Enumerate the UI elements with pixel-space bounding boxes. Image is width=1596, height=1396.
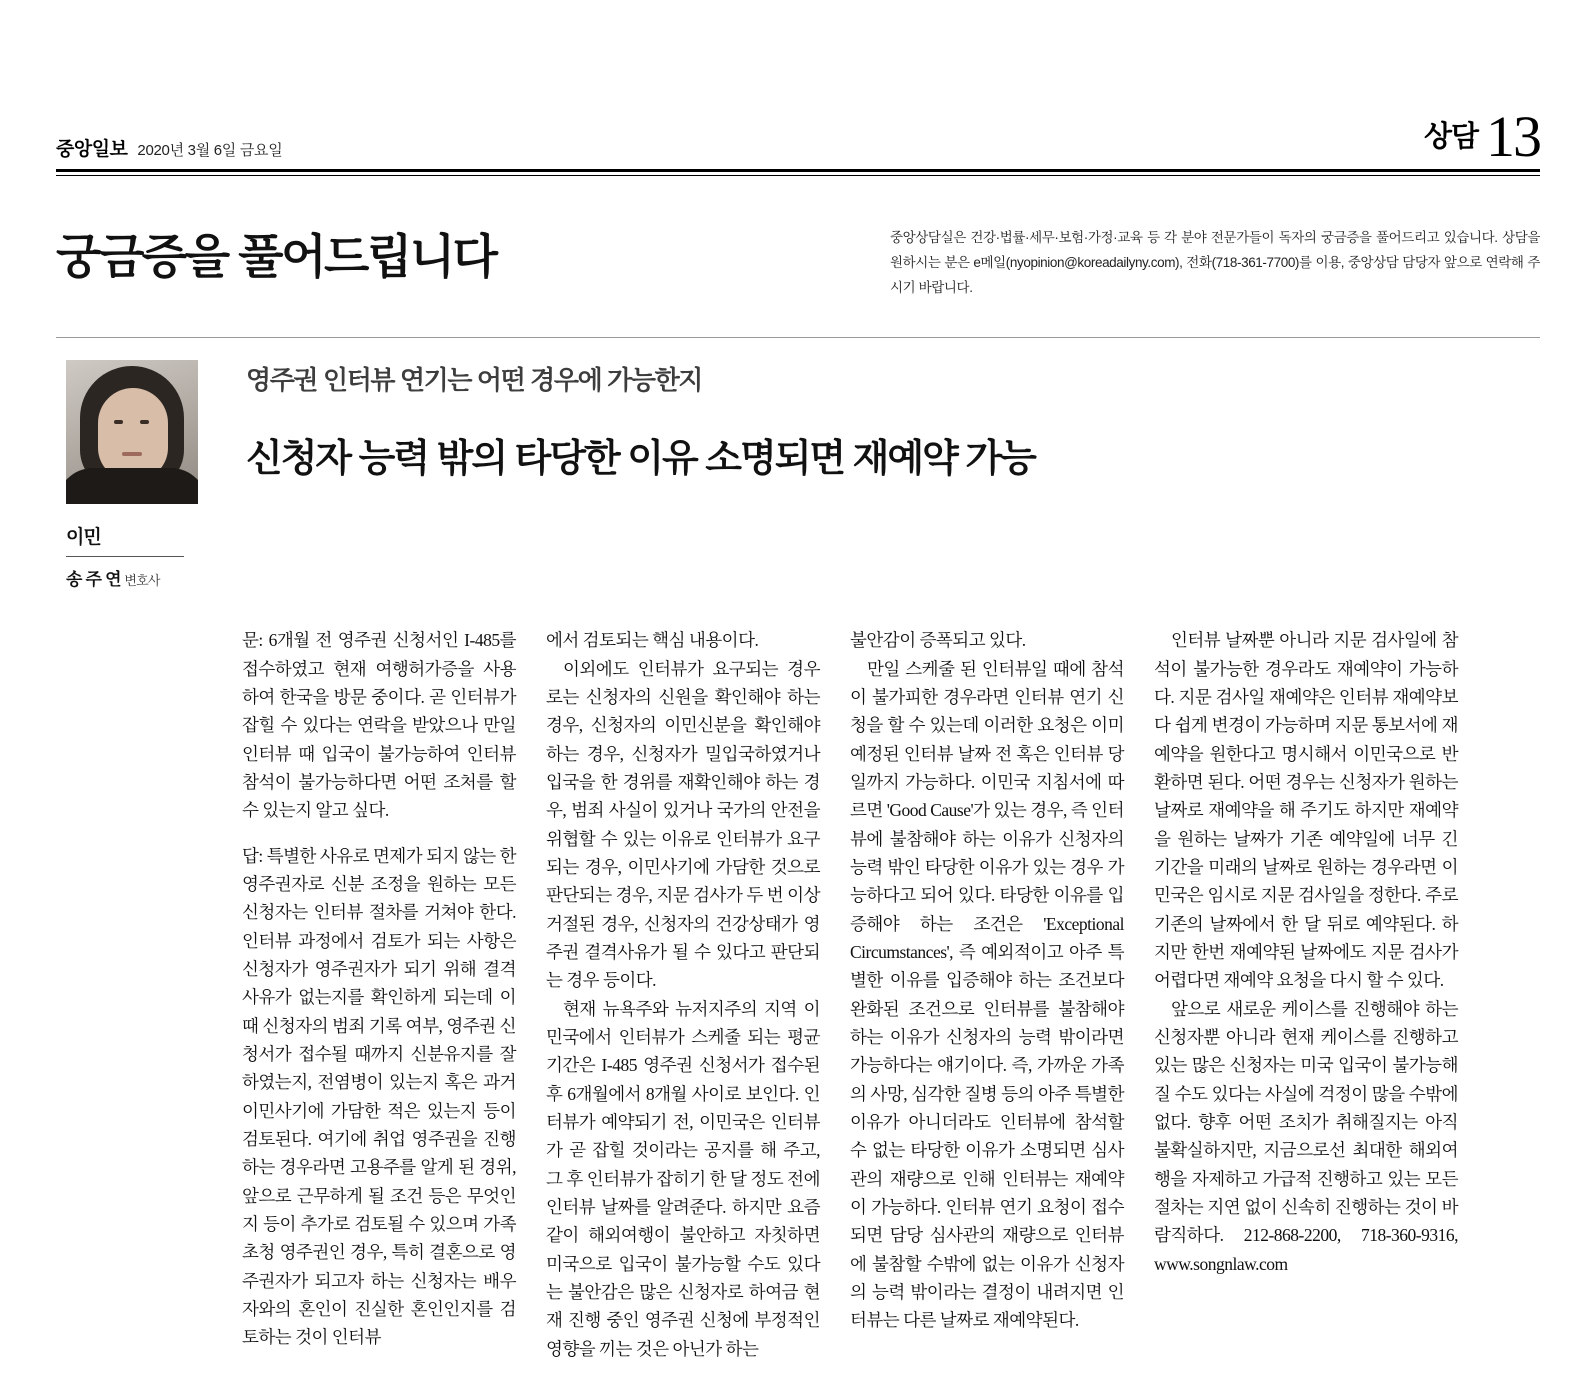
masthead-right <box>1423 104 1540 169</box>
paragraph: 이외에도 인터뷰가 요구되는 경우로는 신청자의 신원을 확인해야 하는 경우, 신청자의 이민신분을 확인해야 하는 경우, 신청자가 밀입국하였거나 입국을 한 경위를 재확인해야 하는 경우, 범죄 사실이 있거나 국가의 안전을 위협할 수 있는 이유로 인터뷰가 요구되는 경우, 이민사기에 가담한 것으로 판단되는 경우, 지문 검사가 두 번 이상 거절된 경우, 신청자의 건강상태가 영주권 결격사유가 될 수 있다고 판단되는 경우 등이다. <box>546 658 820 991</box>
section-blurb: 중앙상담실은 건강·법률·세무·보험·가정·교육 등 각 분야 전문가들이 독자의 궁금증을 풀어드리고 있습니다. 상담을 원하시는 분은 e메일(nyopinion@koreadailyny.com), 전화(718-361-7700)를 이용, 중앙상담 담당자 앞으로 연락해 주시기 바랍니다. <box>890 230 1540 296</box>
author-column <box>56 360 242 590</box>
portrait-mouth <box>122 452 142 456</box>
paper-name: 중앙일보 <box>56 139 128 161</box>
article-body <box>56 626 1540 1363</box>
article-column-2 <box>546 626 850 1363</box>
author-name: 송 주 연 <box>66 570 121 590</box>
masthead-left <box>56 134 282 161</box>
article-headline: 신청자 능력 밖의 타당한 이유 소명되면 재예약 가능 <box>246 438 1035 481</box>
title-divider <box>56 337 1540 338</box>
article-column-1 <box>242 626 546 1363</box>
page-number: 13 <box>1486 104 1540 169</box>
paragraph: 불안감이 증폭되고 있다. <box>850 630 1026 651</box>
portrait-shoulders <box>66 468 198 504</box>
paragraph: 문: 6개월 전 영주권 신청서인 I-485를 접수하였고 현재 여행허가증을 사용하여 한국을 방문 중이다. 곧 인터뷰가 잡힐 수 있다는 연락을 받았으나 만일 인터뷰 때 입국이 불가능하여 인터뷰 참석이 불가능하다면 어떤 조처를 할 수 있는지 알고 싶다. <box>242 630 516 821</box>
paragraph: 인터뷰 날짜뿐 아니라 지문 검사일에 참석이 불가능한 경우라도 재예약이 가능하다. 지문 검사일 재예약은 인터뷰 재예약보다 쉽게 변경이 가능하며 지문 통보서에 재예약을 원한다고 명시해서 이민국으로 반환하면 된다. 어떤 경우는 신청자가 원하는 날짜로 재예약을 해 주기도 하지만 재예약을 원하는 날짜가 기존 예약일에 너무 긴 기간을 미래의 날짜로 원하는 경우라면 이민국은 임시로 지문 검사일을 정한다. 주로 기존의 날짜에서 한 달 뒤로 예약된다. 하지만 한번 재예약된 날짜에도 지문 검사가 어렵다면 재예약 요청을 다시 할 수 있다. <box>1154 630 1458 991</box>
masthead-divider <box>56 169 1540 176</box>
title-block <box>56 220 1540 301</box>
author-byline <box>66 565 224 590</box>
paragraph: 에서 검토되는 핵심 내용이다. <box>546 630 759 651</box>
paragraph: 앞으로 새로운 케이스를 진행해야 하는 신청자뿐 아니라 현재 케이스를 진행하고 있는 많은 신청자는 미국 입국이 불가능해질 수도 있다는 사실에 걱정이 많을 수밖에 없다. 향후 어떤 조치가 취해질지는 아직 불확실하지만, 지금으로선 최대한 해외여행을 자제하고 가급적 진행하고 있는 모든 절차는 지연 없이 신속히 진행하는 것이 바람직하다. 212-868-2200, 718-360-9316, www.songnlaw.com <box>1154 998 1458 1274</box>
portrait-eye-left <box>114 420 123 424</box>
paragraph: 현재 뉴욕주와 뉴저지주의 지역 이민국에서 인터뷰가 스케줄 되는 평균 기간은 I-485 영주권 신청서가 접수된 후 6개월에서 8개월 사이로 보인다. 인터뷰가 예약되기 전, 이민국은 인터뷰가 곧 잡힐 것이라는 공지를 해 주고, 그 후 인터뷰가 잡히기 한 달 정도 전에 인터뷰 날짜를 알려준다. 하지만 요즘같이 해외여행이 불안하고 자칫하면 미국으로 입국이 불가능할 수도 있다는 불안감은 많은 신청자로 하여금 현재 진행 중인 영주권 신청에 부정적인 영향을 끼는 것은 아닌가 하는 <box>546 998 820 1359</box>
author-divider <box>66 556 184 557</box>
author-portrait <box>66 360 198 504</box>
headline-column <box>242 360 1540 590</box>
paragraph: 만일 스케줄 된 인터뷰일 때에 참석이 불가피한 경우라면 인터뷰 연기 신청을 할 수 있는데 이러한 요청은 이미 예정된 인터뷰 날짜 전 혹은 인터뷰 당일까지 가능하다. 이민국 지침서에 따르면 'Good Cause'가 있는 경우, 즉 인터뷰에 불참해야 하는 이유가 신청자의 능력 밖인 타당한 이유가 있는 경우 가능하다고 되어 있다. 타당한 이유를 입증해야 하는 조건은 'Exceptional Circumstances', 즉 예외적이고 아주 특별한 이유를 입증해야 하는 조건보다 완화된 조건으로 인터뷰를 불참해야 하는 이유가 신청자의 능력 밖이라면 가능하다는 얘기이다. 즉, 가까운 가족의 사망, 심각한 질병 등의 아주 특별한 이유가 아니더라도 인터뷰에 참석할 수 없는 타당한 이유가 소명되면 심사관의 재량으로 인해 인터뷰는 재예약이 가능하다. 인터뷰 연기 요청이 접수되면 담당 심사관의 재량으로 인터뷰에 불참할 수밖에 없는 이유가 신청자의 능력 밖이라는 결정이 내려지면 인터뷰는 다른 날짜로 재예약된다. <box>850 658 1124 1331</box>
article-column-4 <box>1154 626 1458 1363</box>
issue-date: 2020년 3월 6일 금요일 <box>137 142 283 160</box>
section-name: 상담 <box>1423 121 1478 154</box>
page-title: 궁금증을 풀어드립니다 <box>56 230 496 284</box>
masthead <box>56 0 1540 169</box>
portrait-eye-right <box>140 420 149 424</box>
article-header <box>56 360 1540 590</box>
author-topic: 이민 <box>66 527 101 549</box>
article-kicker: 영주권 인터뷰 연기는 어떤 경우에 가능한지 <box>246 365 703 396</box>
paragraph: 답: 특별한 사유로 면제가 되지 않는 한 영주권자로 신분 조정을 원하는 모든 신청자는 인터뷰 절차를 거쳐야 한다. 인터뷰 과정에서 검토가 되는 사항은 신청자가 영주권자가 되기 위해 결격사유가 없는지를 확인하게 되는데 이때 신청자의 범죄 기록 여부, 영주권 신청서가 접수될 때까지 신분유지를 잘하였는지, 전염병이 있는지 혹은 과거 이민사기에 가담한 적은 있는지 등이 검토된다. 여기에 취업 영주권을 진행하는 경우라면 고용주를 알게 된 경위, 앞으로 근무하게 될 조건 등은 무엇인지 등이 추가로 검토될 수 있으며 가족 초청 영주권인 경우, 특히 결혼으로 영주권자가 되고자 하는 신청자는 배우자와의 혼인이 진실한 혼인인지를 검토하는 것이 인터뷰 <box>242 845 516 1348</box>
author-role: 변호사 <box>124 573 160 589</box>
portrait-face <box>98 388 168 480</box>
article-column-3 <box>850 626 1154 1363</box>
